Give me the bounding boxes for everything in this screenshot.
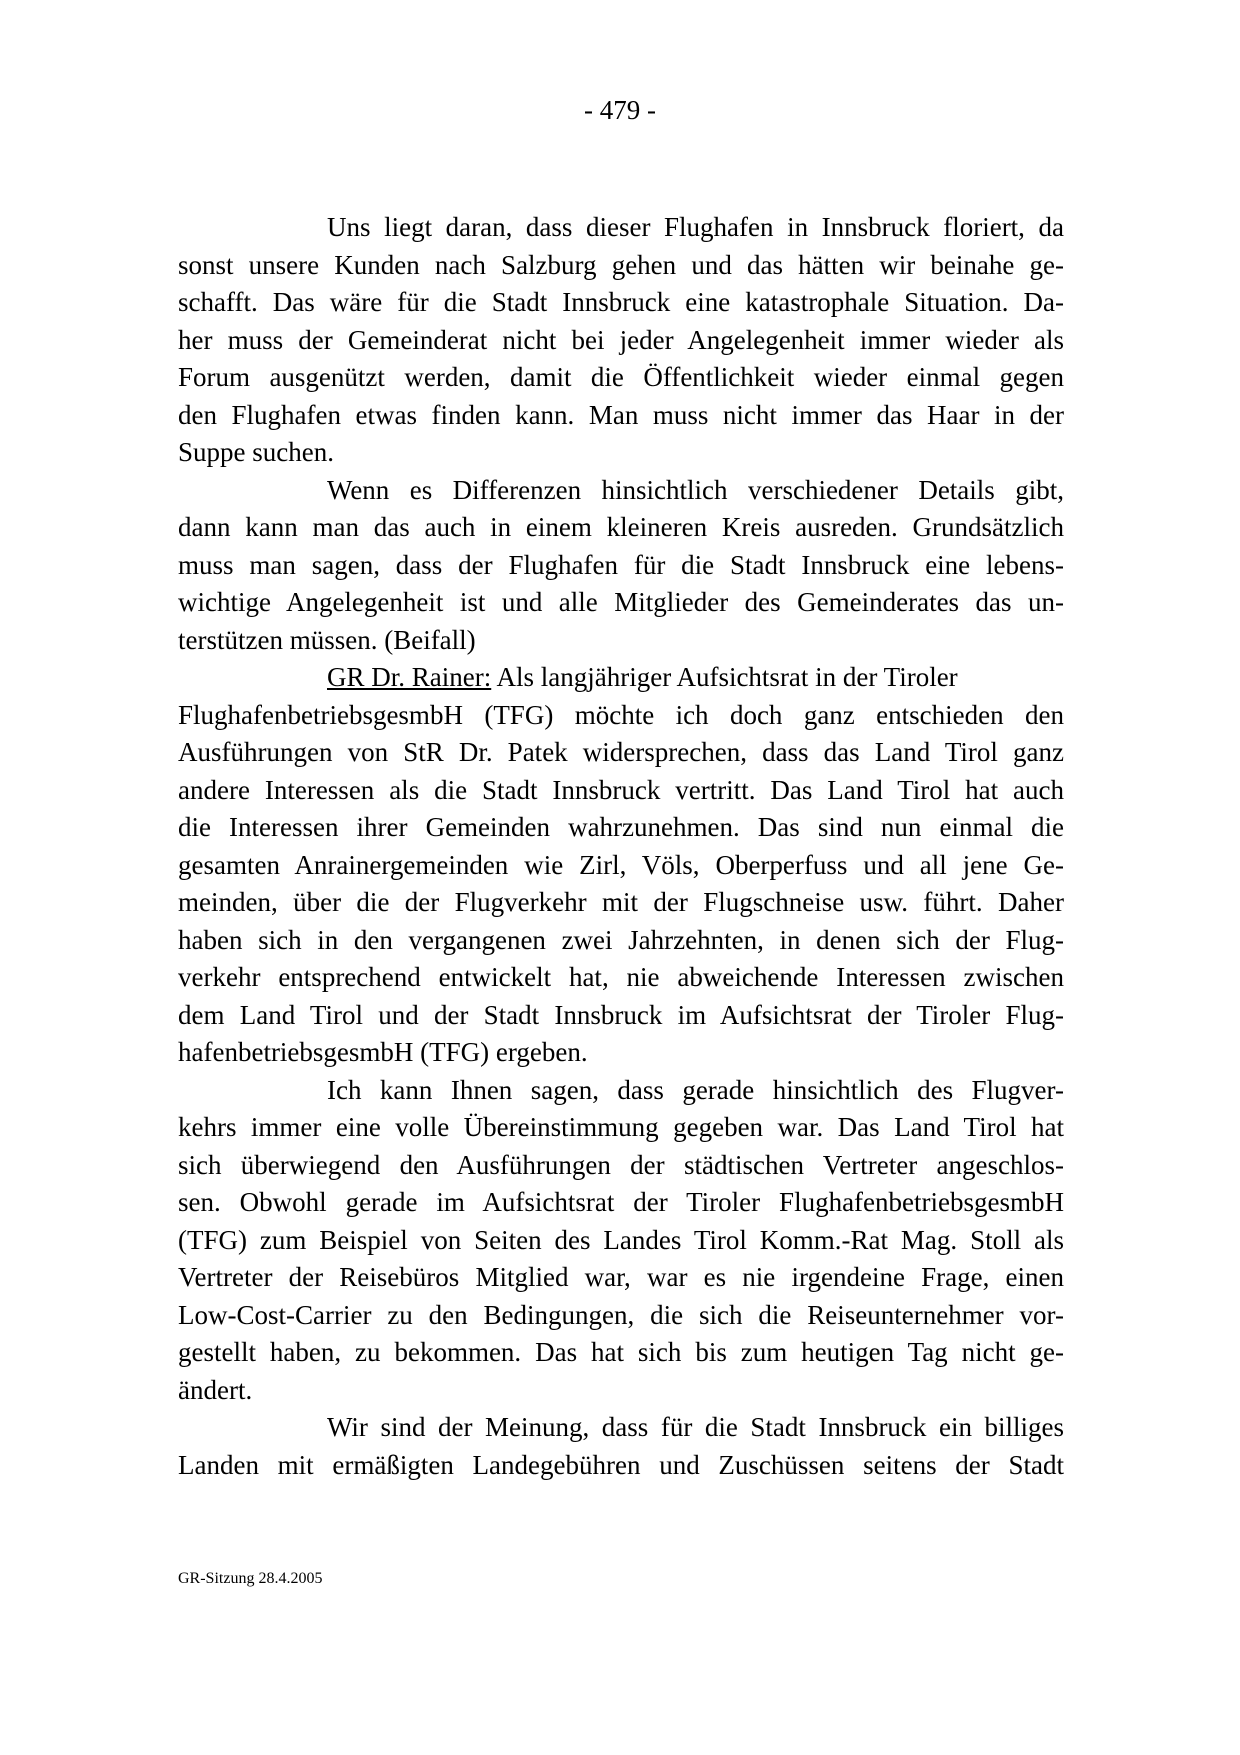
text-line: schafft. Das wäre für die Stadt Innsbruck eine katastrophale Situation. Da- — [178, 287, 1064, 317]
text-line: gesamten Anrainergemeinden wie Zirl, Völs, Oberperfuss und all jene Ge- — [178, 849, 1064, 880]
text-line: Low-Cost-Carrier zu den Bedingungen, die sich die Reiseunternehmer vor- — [178, 1299, 1064, 1330]
text-line: Suppe suchen. — [178, 437, 334, 467]
text-line: haben sich in den vergangenen zwei Jahrzehnten, in denen sich der Flug- — [178, 924, 1064, 955]
speaker-name: GR Dr. Rainer: — [327, 662, 492, 692]
text-line: den Flughafen etwas finden kann. Man muss nicht immer das Haar in der — [178, 399, 1064, 430]
text-line: Vertreter der Reisebüros Mitglied war, war es nie irgendeine Frage, einen — [178, 1262, 1064, 1292]
text-line: dann kann man das auch in einem kleineren Kreis ausreden. Grundsätzlich — [178, 512, 1064, 542]
text-line — [178, 659, 1064, 697]
speaker-paragraph — [178, 659, 1064, 1072]
text-line: sich überwiegend den Ausführungen der städtischen Vertreter angeschlos- — [178, 1149, 1064, 1180]
paragraph — [178, 1072, 1064, 1410]
text-line: dem Land Tirol und der Stadt Innsbruck im Aufsichtsrat der Tiroler Flug- — [178, 999, 1064, 1030]
text-line: Landen mit ermäßigten Landegebühren und Zuschüssen seitens der Stadt — [178, 1449, 1064, 1480]
text-line: FlughafenbetriebsgesmbH (TFG) möchte ich doch ganz entschieden den — [178, 699, 1064, 730]
text-line: (TFG) zum Beispiel von Seiten des Landes Tirol Komm.-Rat Mag. Stoll als — [178, 1224, 1064, 1255]
text-line: muss man sagen, dass der Flughafen für die Stadt Innsbruck eine lebens- — [178, 549, 1064, 580]
text-line: ändert. — [178, 1374, 253, 1405]
text-line: hafenbetriebsgesmbH (TFG) ergeben. — [178, 1037, 588, 1067]
text-line: kehrs immer eine volle Übereinstimmung gegeben war. Das Land Tirol hat — [178, 1112, 1064, 1142]
text-line: verkehr entsprechend entwickelt hat, nie abweichende Interessen zwischen — [178, 962, 1064, 992]
footer-session-date: GR-Sitzung 28.4.2005 — [178, 1570, 323, 1587]
speaker-line-text: Als langjähriger Aufsichtsrat in der Tiroler — [491, 662, 958, 692]
text-line: die Interessen ihrer Gemeinden wahrzunehmen. Das sind nun einmal die — [178, 812, 1064, 842]
paragraph — [178, 472, 1064, 660]
page-number: - 479 - — [584, 95, 656, 125]
paragraph — [178, 1409, 1064, 1484]
text-line: Ausführungen von StR Dr. Patek widersprechen, dass das Land Tirol ganz — [178, 737, 1064, 767]
text-line: Wir sind der Meinung, dass für die Stadt Innsbruck ein billiges — [327, 1412, 1064, 1442]
text-line: Forum ausgenützt werden, damit die Öffentlichkeit wieder einmal gegen — [178, 362, 1064, 392]
text-line: andere Interessen als die Stadt Innsbruck vertritt. Das Land Tirol hat auch — [178, 774, 1064, 805]
body-text — [178, 209, 1064, 1484]
text-line: gestellt haben, zu bekommen. Das hat sich bis zum heutigen Tag nicht ge- — [178, 1337, 1064, 1367]
text-line: Uns liegt daran, dass dieser Flughafen in Innsbruck floriert, da — [327, 212, 1064, 242]
text-line: Ich kann Ihnen sagen, dass gerade hinsichtlich des Flugver- — [327, 1074, 1064, 1105]
text-line: Wenn es Differenzen hinsichtlich verschiedener Details gibt, — [327, 474, 1064, 505]
text-line: sen. Obwohl gerade im Aufsichtsrat der Tiroler FlughafenbetriebsgesmbH — [178, 1187, 1064, 1217]
paragraph — [178, 209, 1064, 472]
text-line: wichtige Angelegenheit ist und alle Mitglieder des Gemeinderates das un- — [178, 587, 1064, 617]
text-line: meinden, über die der Flugverkehr mit der Flugschneise usw. führt. Daher — [178, 887, 1064, 917]
text-line: terstützen müssen. (Beifall) — [178, 624, 476, 655]
text-line: sonst unsere Kunden nach Salzburg gehen und das hätten wir beinahe ge- — [178, 249, 1064, 280]
text-line: her muss der Gemeinderat nicht bei jeder Angelegenheit immer wieder als — [178, 324, 1064, 355]
